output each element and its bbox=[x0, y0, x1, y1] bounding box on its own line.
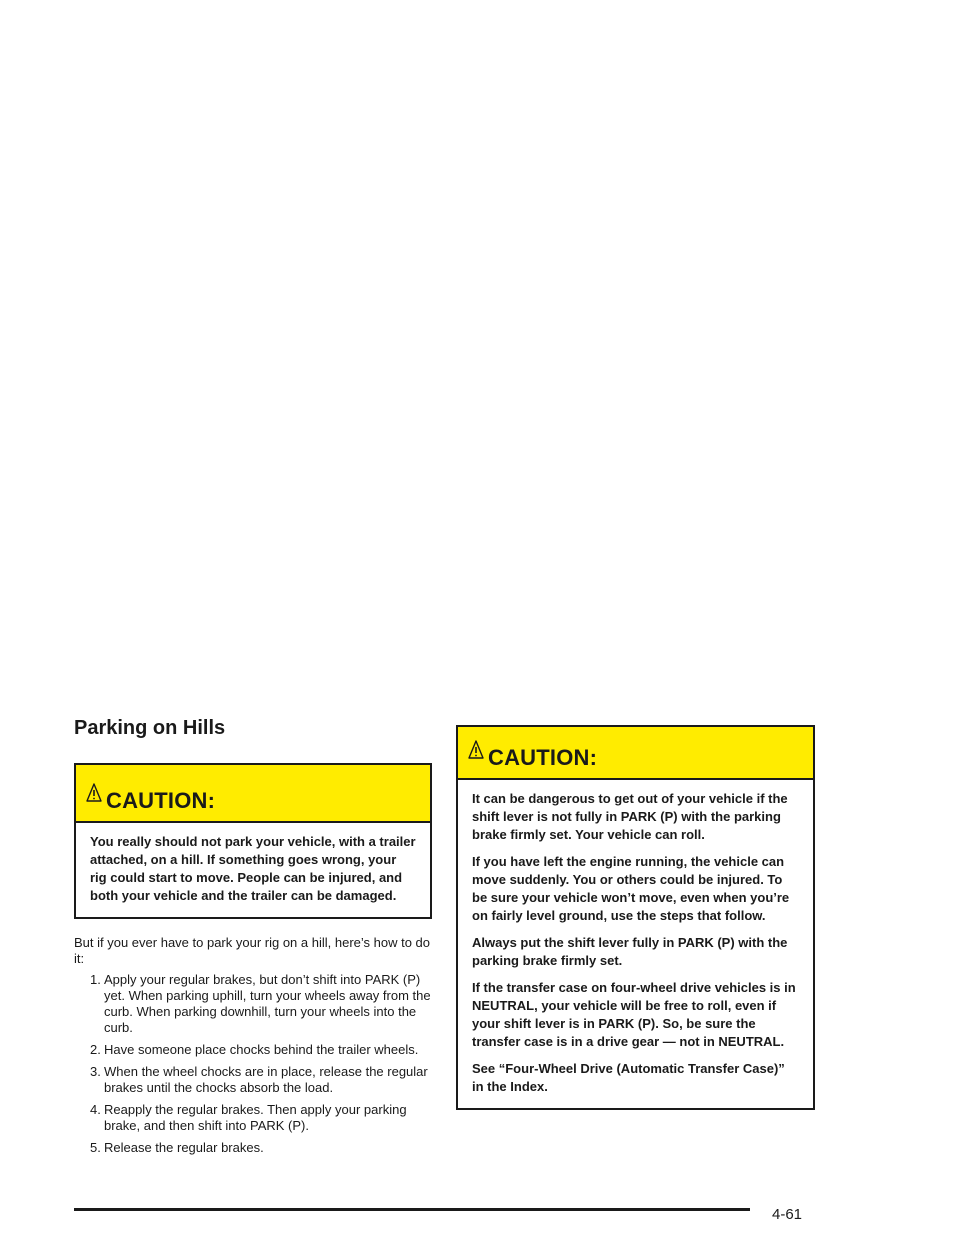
caution-header bbox=[76, 765, 430, 823]
section-title: Parking on Hills bbox=[74, 717, 226, 739]
warning-triangle-icon bbox=[86, 783, 102, 805]
footer-rule bbox=[74, 1208, 750, 1211]
left-column bbox=[74, 715, 432, 1162]
step-text: When the wheel chocks are in place, release the regular brakes until the chocks absorb the load. bbox=[104, 1064, 428, 1095]
caution-body bbox=[458, 780, 813, 1108]
list-item bbox=[90, 1102, 432, 1134]
right-column bbox=[456, 725, 815, 1110]
step-text: Release the regular brakes. bbox=[104, 1140, 264, 1155]
steps-list bbox=[74, 972, 432, 1156]
list-item bbox=[90, 1140, 432, 1156]
caution-label: CAUTION: bbox=[488, 745, 598, 770]
caution-paragraph: Always put the shift lever fully in PARK (P) with the parking brake firmly set. bbox=[472, 935, 788, 968]
caution-box-trailer bbox=[74, 763, 432, 919]
caution-paragraph: If the transfer case on four-wheel drive vehicles is in NEUTRAL, your vehicle will be free to roll, even if your shift lever is in PARK (P). So, be sure the transfer case is in a drive gear — not in NEUTRAL. bbox=[472, 980, 796, 1049]
caution-paragraph: See “Four-Wheel Drive (Automatic Transfer Case)” in the Index. bbox=[472, 1061, 785, 1094]
step-number: 2. bbox=[90, 1042, 101, 1057]
step-number: 1. bbox=[90, 972, 101, 987]
page-number: 4-61 bbox=[772, 1206, 803, 1223]
step-text: Have someone place chocks behind the trailer wheels. bbox=[104, 1042, 419, 1057]
step-text: Reapply the regular brakes. Then apply your parking brake, and then shift into PARK (P). bbox=[104, 1102, 407, 1133]
caution-paragraph: If you have left the engine running, the vehicle can move suddenly. You or others could be injured. To be sure your vehicle won’t move, even when you’re on fairly level ground, use the steps that follow. bbox=[472, 854, 790, 923]
step-number: 3. bbox=[90, 1064, 101, 1079]
list-item bbox=[90, 972, 432, 1036]
caution-header bbox=[458, 727, 813, 780]
caution-body bbox=[76, 823, 430, 917]
caution-label: CAUTION: bbox=[106, 788, 216, 813]
intro-text: But if you ever have to park your rig on a hill, here’s how to do it: bbox=[74, 935, 431, 966]
step-text: Apply your regular brakes, but don’t shift into PARK (P) yet. When parking uphill, turn your wheels away from the curb. When parking downhill, turn your wheels into the curb. bbox=[104, 972, 431, 1035]
warning-triangle-icon bbox=[468, 740, 484, 762]
caution-paragraph: It can be dangerous to get out of your vehicle if the shift lever is not fully in PARK (P) with the parking brake firmly set. Your vehicle can roll. bbox=[472, 791, 788, 842]
step-number: 4. bbox=[90, 1102, 101, 1117]
caution-paragraph: You really should not park your vehicle, with a trailer attached, on a hill. If something goes wrong, your rig could start to move. People can be injured, and both your vehicle and the trailer can be damaged. bbox=[90, 834, 416, 903]
list-item bbox=[90, 1042, 432, 1058]
caution-box-shift-lever bbox=[456, 725, 815, 1110]
step-number: 5. bbox=[90, 1140, 101, 1155]
list-item bbox=[90, 1064, 432, 1096]
